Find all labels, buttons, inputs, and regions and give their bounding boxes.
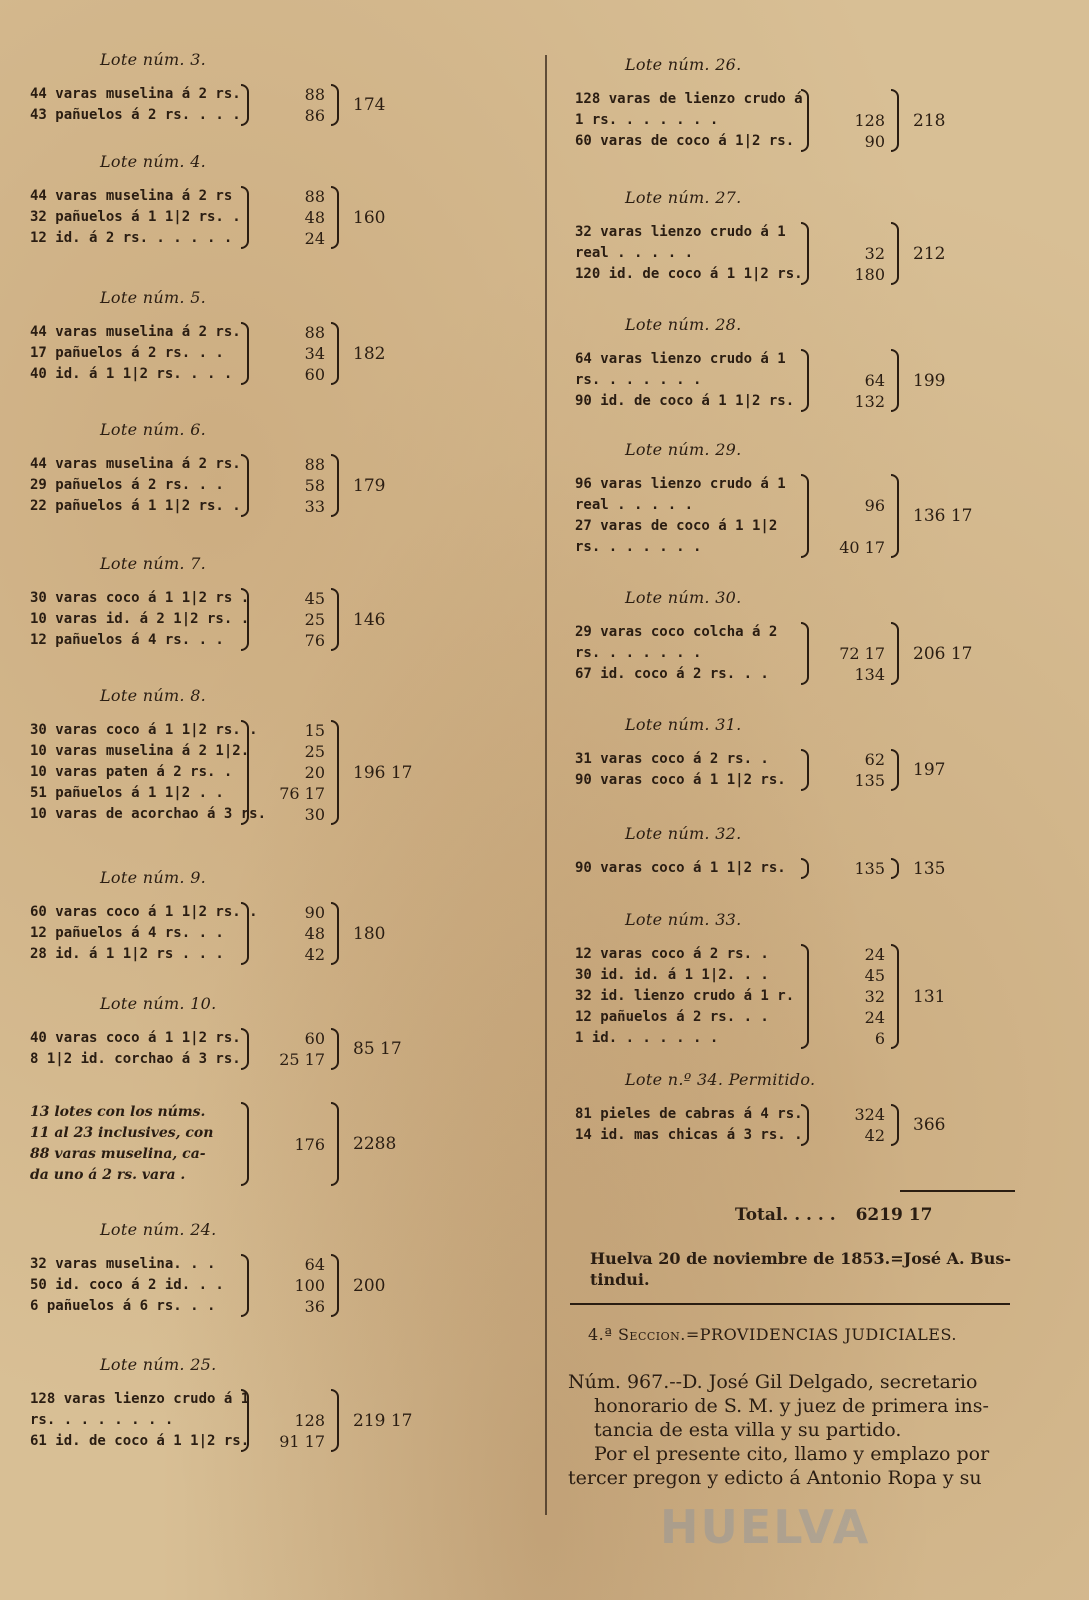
lot-entry bbox=[575, 474, 972, 558]
lot-items bbox=[30, 720, 267, 825]
lot-total: 366 bbox=[913, 1115, 946, 1135]
lot-item-line: 8 1|2 id. corchao á 3 rs. bbox=[30, 1051, 241, 1067]
lot-items bbox=[30, 588, 250, 651]
section-title: 4.ª Seccion.=PROVIDENCIAS JUDICIALES. bbox=[588, 1325, 957, 1344]
lot-value: 42 bbox=[304, 945, 325, 964]
brace bbox=[241, 720, 249, 825]
lot-entry bbox=[30, 1028, 402, 1070]
brace bbox=[891, 944, 899, 1049]
lot-entry bbox=[30, 588, 385, 651]
lot-item-line: 30 varas coco á 1 1|2 rs . bbox=[30, 590, 250, 606]
lot-item-line: rs. . . . . . . bbox=[575, 539, 702, 555]
lot-item-line: 31 varas coco á 2 rs. . bbox=[575, 751, 769, 767]
lot-item-line: 40 varas coco á 1 1|2 rs. bbox=[30, 1030, 241, 1046]
lot-heading: Lote núm. 8. bbox=[100, 686, 207, 705]
lot-item-line: 12 pañuelos á 4 rs. . . bbox=[30, 632, 224, 648]
total-rule bbox=[900, 1190, 1015, 1192]
lot-item-line: 32 varas muselina. . . bbox=[30, 1256, 216, 1272]
lot-items bbox=[30, 1028, 241, 1070]
lot-heading: Lote núm. 6. bbox=[100, 420, 207, 439]
lot-value: 15 bbox=[304, 721, 325, 740]
lot-value: 135 bbox=[854, 771, 885, 790]
lot-item-line: 32 pañuelos á 1 1|2 rs. . bbox=[30, 209, 241, 225]
lot-entry bbox=[575, 944, 945, 1049]
lot-value: 20 bbox=[304, 763, 325, 782]
lot-item-line: 32 id. lienzo crudo á 1 r. bbox=[575, 988, 795, 1004]
watermark-logo: HUELVA bbox=[660, 1500, 871, 1554]
lot-entry bbox=[575, 1104, 945, 1146]
lot-items bbox=[30, 1102, 235, 1186]
lot-item-line: 44 varas muselina á 2 rs. bbox=[30, 324, 241, 340]
lot-heading: Lote núm. 33. bbox=[625, 910, 742, 929]
lot-values bbox=[815, 622, 885, 685]
lot-item-line: 10 varas de acorchao á 3 rs. bbox=[30, 806, 267, 822]
lot-value: 25 17 bbox=[279, 1050, 325, 1069]
lot-item-line: 29 pañuelos á 2 rs. . . bbox=[30, 477, 224, 493]
lot-item-line: 13 lotes con los núms. bbox=[30, 1104, 206, 1120]
lot-value: 24 bbox=[864, 1008, 885, 1027]
lot-heading: Lote núm. 27. bbox=[625, 188, 742, 207]
brace bbox=[241, 902, 249, 965]
lot-entry bbox=[30, 1102, 396, 1186]
brace bbox=[241, 84, 249, 126]
lot-total: 206 17 bbox=[913, 643, 973, 664]
lot-total: 146 bbox=[353, 609, 386, 630]
lot-items bbox=[575, 944, 795, 1049]
lot-value: 132 bbox=[854, 392, 885, 411]
lot-entry bbox=[575, 349, 945, 412]
brace bbox=[891, 89, 899, 152]
lot-values bbox=[815, 858, 885, 879]
lot-total: 199 bbox=[913, 370, 946, 391]
lot-items bbox=[575, 749, 795, 791]
lot-values bbox=[815, 749, 885, 791]
lot-total: 182 bbox=[353, 343, 386, 364]
lot-entry bbox=[575, 622, 972, 685]
brace bbox=[891, 222, 899, 285]
lot-item-line: 12 varas coco á 2 rs. . bbox=[575, 946, 769, 962]
lot-item-line: 81 pieles de cabras á 4 rs. bbox=[575, 1106, 803, 1122]
lot-items bbox=[30, 186, 241, 249]
lot-items bbox=[30, 902, 258, 965]
lot-item-line: 43 pañuelos á 2 rs. . . . bbox=[30, 107, 241, 123]
lot-value: 60 bbox=[304, 1029, 325, 1048]
lot-value: 33 bbox=[304, 497, 325, 516]
brace bbox=[891, 622, 899, 685]
lot-values bbox=[255, 902, 325, 965]
lot-value: 90 bbox=[864, 132, 885, 151]
lot-total: 219 17 bbox=[353, 1410, 413, 1431]
lot-total: 131 bbox=[913, 986, 946, 1007]
lot-value: 34 bbox=[304, 344, 325, 363]
lot-item-line: 60 varas de coco á 1|2 rs. bbox=[575, 133, 795, 149]
lot-value: 45 bbox=[304, 589, 325, 608]
lot-items bbox=[30, 322, 241, 385]
brace bbox=[801, 622, 809, 685]
lot-heading: Lote núm. 31. bbox=[625, 715, 742, 734]
lot-value bbox=[815, 222, 885, 243]
lot-items bbox=[30, 1389, 250, 1452]
brace bbox=[801, 858, 809, 879]
brace bbox=[241, 186, 249, 249]
lot-heading: Lote núm. 9. bbox=[100, 868, 207, 887]
lot-item-line: 96 varas lienzo crudo á 1 bbox=[575, 476, 786, 492]
lot-value: 42 bbox=[864, 1126, 885, 1145]
lot-heading: Lote núm. 32. bbox=[625, 824, 742, 843]
signature-block bbox=[590, 1248, 1011, 1290]
lot-value: 135 bbox=[854, 859, 885, 878]
lot-items bbox=[575, 622, 795, 685]
lot-value: 6 bbox=[874, 1029, 885, 1048]
lot-item-line: 50 id. coco á 2 id. . . bbox=[30, 1277, 224, 1293]
brace bbox=[801, 944, 809, 1049]
lot-values bbox=[255, 720, 325, 825]
lot-heading: Lote núm. 5. bbox=[100, 288, 207, 307]
brace bbox=[331, 1028, 339, 1070]
brace bbox=[891, 749, 899, 791]
lot-items bbox=[30, 454, 241, 517]
brace bbox=[331, 454, 339, 517]
lot-item-line: 28 id. á 1 1|2 rs . . . bbox=[30, 946, 224, 962]
lot-value: 25 bbox=[304, 610, 325, 629]
lot-heading: Lote núm. 24. bbox=[100, 1220, 217, 1239]
lot-item-line: 67 id. coco á 2 rs. . . bbox=[575, 666, 769, 682]
lot-entry bbox=[30, 84, 385, 126]
lot-items bbox=[575, 222, 803, 285]
lot-item-line: 27 varas de coco á 1 1|2 bbox=[575, 518, 778, 534]
lot-value: 62 bbox=[864, 750, 885, 769]
lot-entry bbox=[30, 1254, 385, 1317]
brace bbox=[801, 1104, 809, 1146]
lot-item-line: 90 varas coco á 1 1|2 rs. bbox=[575, 860, 786, 876]
lot-value: 48 bbox=[304, 924, 325, 943]
lot-value: 88 bbox=[304, 323, 325, 342]
lot-item-line: 29 varas coco colcha á 2 bbox=[575, 624, 778, 640]
lot-entry bbox=[30, 902, 385, 965]
brace bbox=[331, 1102, 339, 1186]
brace bbox=[331, 588, 339, 651]
brace bbox=[241, 322, 249, 385]
lot-value: 90 bbox=[304, 903, 325, 922]
lot-value: 58 bbox=[304, 476, 325, 495]
lot-value: 76 bbox=[304, 631, 325, 650]
lot-entry bbox=[575, 749, 945, 791]
lot-total: 160 bbox=[353, 207, 386, 228]
lot-value: 180 bbox=[854, 265, 885, 284]
brace bbox=[241, 1389, 249, 1452]
lot-values bbox=[255, 1028, 325, 1070]
lot-value: 134 bbox=[854, 665, 885, 684]
lot-entry bbox=[30, 720, 412, 825]
brace bbox=[331, 720, 339, 825]
lot-total: 179 bbox=[353, 475, 386, 496]
lot-item-line: 64 varas lienzo crudo á 1 bbox=[575, 351, 786, 367]
lot-value: 45 bbox=[864, 966, 885, 985]
lot-item-line: 51 pañuelos á 1 1|2 . . bbox=[30, 785, 224, 801]
lot-item-line: 44 varas muselina á 2 rs. bbox=[30, 86, 241, 102]
lot-entry bbox=[575, 89, 945, 152]
lot-values bbox=[815, 474, 885, 558]
lot-heading: Lote núm. 10. bbox=[100, 994, 217, 1013]
brace bbox=[891, 1104, 899, 1146]
lot-value: 88 bbox=[304, 187, 325, 206]
lot-heading: Lote núm. 26. bbox=[625, 55, 742, 74]
brace bbox=[331, 1389, 339, 1452]
lot-value: 72 17 bbox=[839, 644, 885, 663]
lot-item-line: 128 varas lienzo crudo á 1 bbox=[30, 1391, 250, 1407]
lot-item-line: 120 id. de coco á 1 1|2 rs. bbox=[575, 266, 803, 282]
lot-values bbox=[815, 944, 885, 1049]
brace bbox=[331, 186, 339, 249]
lot-entry bbox=[30, 186, 385, 249]
lot-entry bbox=[575, 858, 945, 879]
lot-item-line: 44 varas muselina á 2 rs bbox=[30, 188, 233, 204]
brace bbox=[331, 902, 339, 965]
brace bbox=[241, 1254, 249, 1317]
brace bbox=[241, 588, 249, 651]
lot-item-line: 90 id. de coco á 1 1|2 rs. bbox=[575, 393, 795, 409]
lot-value: 86 bbox=[304, 106, 325, 125]
brace bbox=[331, 322, 339, 385]
lot-heading: Lote núm. 3. bbox=[100, 50, 207, 69]
lot-value: 128 bbox=[854, 111, 885, 130]
lot-items bbox=[30, 1254, 235, 1317]
lot-value: 60 bbox=[304, 365, 325, 384]
lot-heading: Lote núm. 4. bbox=[100, 152, 207, 171]
lot-value: 128 bbox=[294, 1411, 325, 1430]
lot-value bbox=[815, 349, 885, 370]
lot-values bbox=[255, 186, 325, 249]
lot-heading: Lote núm. 28. bbox=[625, 315, 742, 334]
lot-item-line: rs. . . . . . . bbox=[575, 645, 702, 661]
lot-values bbox=[255, 1254, 325, 1317]
signature-line: tindui. bbox=[590, 1270, 650, 1289]
lot-item-line: 12 id. á 2 rs. . . . . . bbox=[30, 230, 233, 246]
lot-item-line: 10 varas id. á 2 1|2 rs. . bbox=[30, 611, 250, 627]
lot-heading: Lote n.º 34. Permitido. bbox=[625, 1070, 816, 1089]
lot-items bbox=[575, 858, 795, 879]
paragraph: Núm. 967.--D. José Gil Delgado, secretario honorario de S. M. y juez de primera ins- tancia de esta villa y su partido. Por el presente cito, llamo y emplazo por tercer pregon y edicto á Antonio Ropa y su bbox=[568, 1371, 990, 1489]
lot-items bbox=[575, 1104, 803, 1146]
lot-item-line: 1 rs. . . . . . . bbox=[575, 112, 719, 128]
brace bbox=[891, 858, 899, 879]
lot-value: 76 17 bbox=[279, 784, 325, 803]
lot-items bbox=[575, 474, 795, 558]
lot-item-line: real . . . . . bbox=[575, 497, 694, 513]
lot-item-line: da uno á 2 rs. vara . bbox=[30, 1167, 186, 1183]
lot-values bbox=[255, 1389, 325, 1452]
brace bbox=[241, 1028, 249, 1070]
lot-item-line: 1 id. . . . . . . bbox=[575, 1030, 719, 1046]
brace bbox=[331, 84, 339, 126]
lot-heading: Lote núm. 7. bbox=[100, 554, 207, 573]
brace bbox=[241, 454, 249, 517]
lot-total: 180 bbox=[353, 923, 386, 944]
brace bbox=[801, 749, 809, 791]
lot-value: 64 bbox=[864, 371, 885, 390]
lot-values bbox=[255, 84, 325, 126]
lot-heading: Lote núm. 30. bbox=[625, 588, 742, 607]
lot-values bbox=[255, 454, 325, 517]
lot-item-line: 40 id. á 1 1|2 rs. . . . bbox=[30, 366, 233, 382]
lot-total: 174 bbox=[353, 95, 386, 115]
lot-total: 197 bbox=[913, 760, 946, 780]
brace bbox=[331, 1254, 339, 1317]
lot-value: 36 bbox=[304, 1297, 325, 1316]
brace bbox=[241, 1102, 249, 1186]
lot-value: 176 bbox=[294, 1134, 325, 1154]
lot-items bbox=[575, 349, 795, 412]
lot-value: 91 17 bbox=[279, 1432, 325, 1451]
lot-item-line: 22 pañuelos á 1 1|2 rs. . bbox=[30, 498, 241, 514]
lot-total: 200 bbox=[353, 1275, 386, 1296]
lot-item-line: 10 varas paten á 2 rs. . bbox=[30, 764, 233, 780]
lot-heading: Lote núm. 25. bbox=[100, 1355, 217, 1374]
lot-value: 64 bbox=[304, 1255, 325, 1274]
total-label: Total. . . . . bbox=[735, 1205, 836, 1225]
lot-item-line: 61 id. de coco á 1 1|2 rs. bbox=[30, 1433, 250, 1449]
lot-value: 40 17 bbox=[839, 538, 885, 557]
lot-value bbox=[815, 89, 885, 110]
lot-total: 85 17 bbox=[353, 1039, 402, 1059]
lot-value bbox=[815, 474, 885, 495]
lot-value: 48 bbox=[304, 208, 325, 227]
lot-item-line: rs. . . . . . . . bbox=[30, 1412, 174, 1428]
lot-values bbox=[255, 1134, 325, 1155]
lot-total: 218 bbox=[913, 110, 946, 131]
lot-value: 324 bbox=[854, 1105, 885, 1124]
lot-item-line: real . . . . . bbox=[575, 245, 694, 261]
total-line bbox=[735, 1205, 932, 1225]
lot-item-line: 90 varas coco á 1 1|2 rs. bbox=[575, 772, 786, 788]
lot-value: 88 bbox=[304, 85, 325, 104]
lot-value: 30 bbox=[304, 805, 325, 824]
lot-values bbox=[815, 222, 885, 285]
lot-item-line: 10 varas muselina á 2 1|2. bbox=[30, 743, 250, 759]
lot-item-line: 11 al 23 inclusives, con bbox=[30, 1125, 214, 1141]
lot-value: 32 bbox=[864, 244, 885, 263]
lot-heading: Lote núm. 29. bbox=[625, 440, 742, 459]
lot-values bbox=[815, 89, 885, 152]
lot-value: 96 bbox=[864, 496, 885, 515]
total-value: 6219 17 bbox=[855, 1205, 933, 1225]
brace bbox=[801, 349, 809, 412]
lot-item-line: 17 pañuelos á 2 rs. . . bbox=[30, 345, 224, 361]
brace bbox=[801, 222, 809, 285]
brace bbox=[801, 89, 809, 152]
lot-values bbox=[255, 588, 325, 651]
lot-entry bbox=[30, 1389, 412, 1452]
lot-total: 136 17 bbox=[913, 506, 973, 526]
lot-total: 196 17 bbox=[353, 762, 413, 783]
lot-item-line: 30 id. id. á 1 1|2. . . bbox=[575, 967, 769, 983]
signature-line: Huelva 20 de noviembre de 1853.=José A. Bus- bbox=[590, 1249, 1011, 1268]
lot-total: 135 bbox=[913, 858, 946, 879]
lot-value: 24 bbox=[304, 229, 325, 248]
column-divider bbox=[545, 55, 547, 1515]
lot-item-line: rs. . . . . . . bbox=[575, 372, 702, 388]
section-rule bbox=[570, 1303, 1010, 1305]
lot-values bbox=[815, 1104, 885, 1146]
brace bbox=[891, 474, 899, 558]
lot-items bbox=[30, 84, 241, 126]
lot-entry bbox=[575, 222, 945, 285]
lot-item-line: 128 varas de lienzo crudo á bbox=[575, 91, 803, 107]
lot-values bbox=[815, 349, 885, 412]
lot-value: 100 bbox=[294, 1276, 325, 1295]
lot-item-line: 12 pañuelos á 4 rs. . . bbox=[30, 925, 224, 941]
lot-total: 212 bbox=[913, 243, 946, 264]
brace bbox=[801, 474, 809, 558]
lot-entry bbox=[30, 322, 385, 385]
lot-value: 24 bbox=[864, 945, 885, 964]
lot-value bbox=[815, 516, 885, 537]
lot-item-line: 30 varas coco á 1 1|2 rs. . bbox=[30, 722, 258, 738]
lot-item-line: 88 varas muselina, ca- bbox=[30, 1146, 206, 1162]
lot-item-line: 60 varas coco á 1 1|2 rs. . bbox=[30, 904, 258, 920]
lot-total: 2288 bbox=[353, 1134, 397, 1154]
lot-value bbox=[255, 1389, 325, 1410]
lot-value: 88 bbox=[304, 455, 325, 474]
lot-item-line: 12 pañuelos á 2 rs. . . bbox=[575, 1009, 769, 1025]
lot-entry bbox=[30, 454, 385, 517]
brace bbox=[891, 349, 899, 412]
lot-item-line: 6 pañuelos á 6 rs. . . bbox=[30, 1298, 216, 1314]
lot-value bbox=[815, 622, 885, 643]
lot-item-line: 44 varas muselina á 2 rs. bbox=[30, 456, 241, 472]
lot-value: 32 bbox=[864, 987, 885, 1006]
lot-items bbox=[575, 89, 803, 152]
lot-item-line: 14 id. mas chicas á 3 rs. . bbox=[575, 1127, 803, 1143]
lot-item-line: 32 varas lienzo crudo á 1 bbox=[575, 224, 786, 240]
lot-value: 25 bbox=[304, 742, 325, 761]
lot-values bbox=[255, 322, 325, 385]
